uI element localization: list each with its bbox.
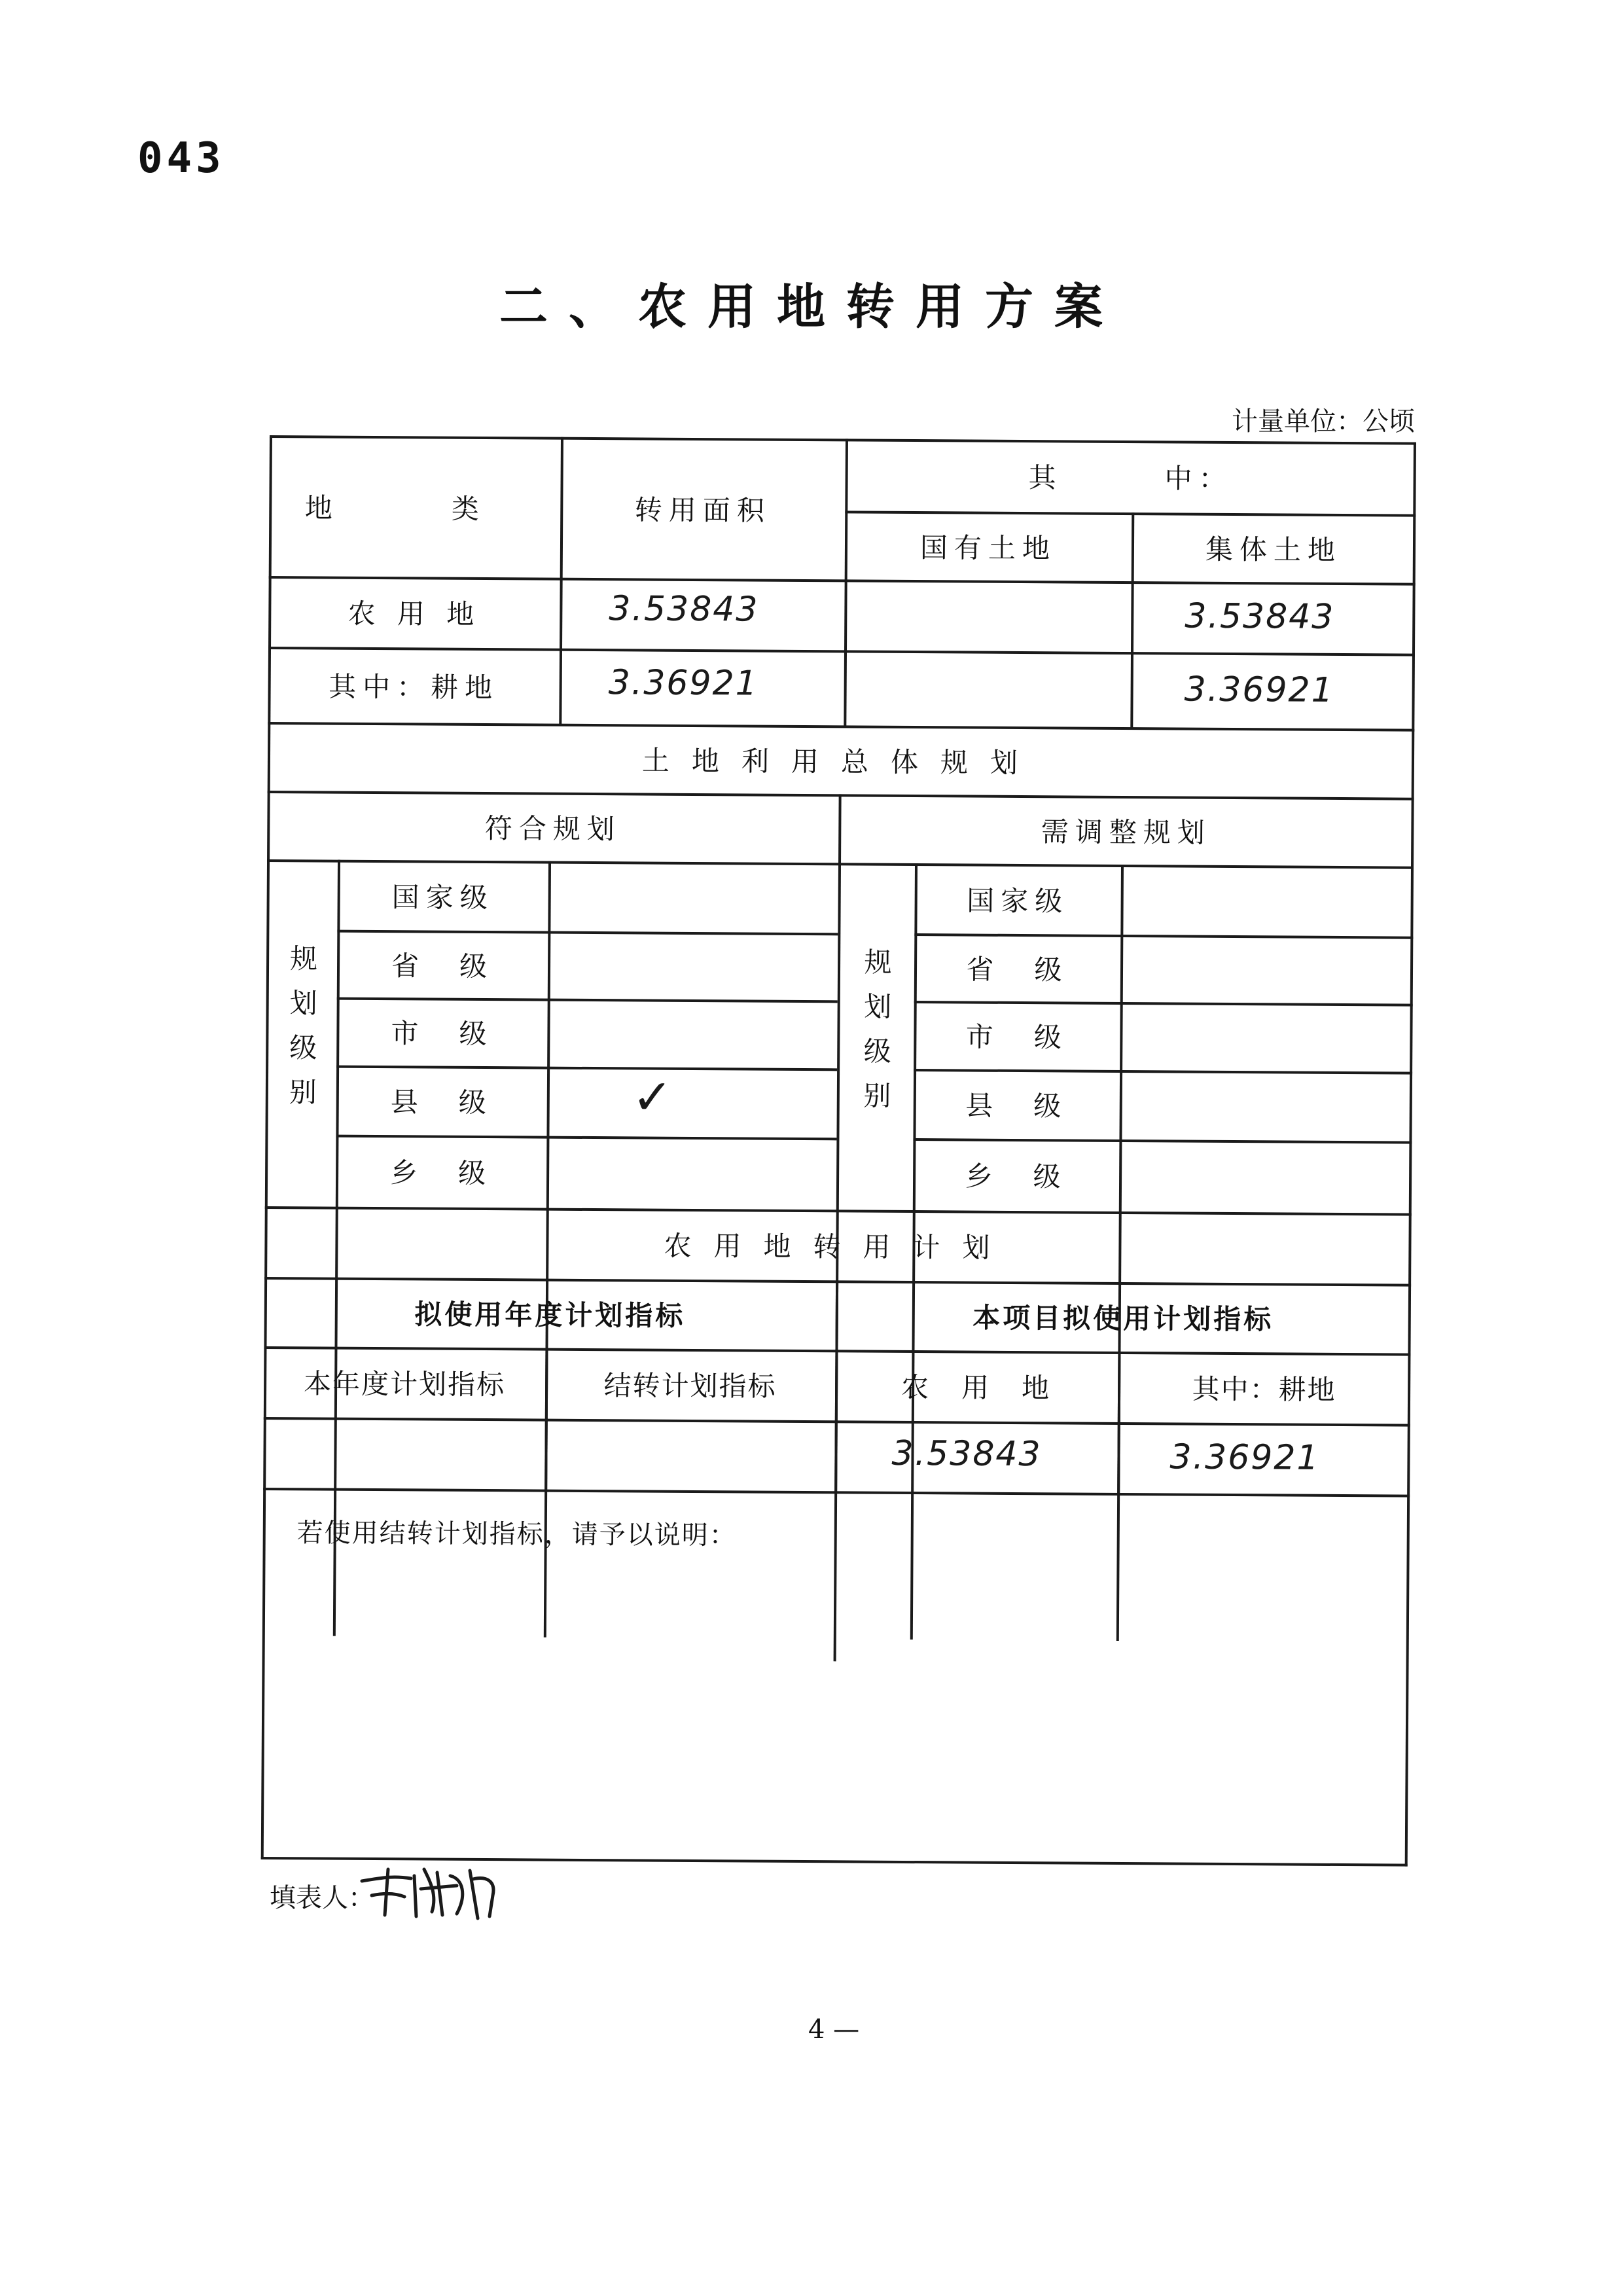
- carryover-quota-value: [544, 1419, 835, 1492]
- conform-level-township: 乡 级: [389, 1157, 493, 1190]
- adjust-level-township: 乡 级: [965, 1160, 1067, 1193]
- conform-plan-level-label: [265, 859, 338, 1207]
- header-conversion-area: 转用面积: [634, 493, 771, 527]
- planned-quota-header: 拟使用年度计划指标: [414, 1298, 686, 1332]
- cultivated-quota-header: 其中：耕地: [1192, 1372, 1336, 1406]
- header-collective: 集体土地: [1205, 533, 1342, 566]
- farmland-quota-value: 3.53843: [891, 1433, 1042, 1475]
- this-year-quota-value: [263, 1417, 545, 1490]
- conform-level-national: 国家级: [391, 880, 494, 914]
- row-farmland-area: 3.53843: [609, 589, 759, 630]
- adjust-plan-level-text: 规划级别: [859, 947, 893, 1126]
- cultivated-quota-value: 3.36921: [1169, 1437, 1320, 1478]
- project-quota-header: 本项目拟使用计划指标: [972, 1301, 1274, 1336]
- archive-page-number: 043: [137, 134, 225, 183]
- row-cultivated-state: [844, 650, 1131, 727]
- page-footer: 4 —: [808, 2015, 860, 2045]
- page-title: 二、农用地转用方案: [499, 279, 1124, 335]
- row-farmland-state: [844, 579, 1132, 652]
- unit-label: 计量单位：公顷: [1232, 406, 1415, 437]
- row-cultivated-collective: 3.36921: [1184, 670, 1334, 710]
- carryover-quota-header: 结转计划指标: [603, 1369, 777, 1403]
- row-farmland-label: 农 用 地: [348, 597, 481, 630]
- check-mark-icon: ✓: [632, 1069, 673, 1126]
- adjust-level-city: 市 级: [965, 1020, 1069, 1054]
- adjust-plan-header: 需调整规划: [1041, 815, 1211, 849]
- header-of-which: 其 中：: [1028, 461, 1233, 495]
- header-land-type: 地 类: [304, 491, 525, 525]
- conform-level-province: 省 级: [391, 949, 494, 982]
- conversion-plan-form: [261, 435, 1416, 1867]
- filler-label: 填表人：: [270, 1883, 374, 1913]
- adjust-level-county: 县 级: [965, 1089, 1068, 1122]
- row-cultivated-area: 3.36921: [608, 663, 758, 704]
- adjust-level-national: 国家级: [967, 884, 1069, 917]
- adjust-plan-level-label: [836, 863, 915, 1210]
- conform-plan-level-text: 规划级别: [285, 944, 319, 1122]
- row-farmland-collective: 3.53843: [1185, 596, 1335, 637]
- conform-level-city: 市 级: [391, 1017, 493, 1050]
- conform-level-county: 县 级: [390, 1086, 493, 1119]
- carryover-note: 若使用结转计划指标，请予以说明：: [296, 1518, 737, 1551]
- handwritten-signature: [359, 1856, 509, 1922]
- conform-plan-header: 符合规划: [484, 812, 621, 845]
- overall-plan-header: 土地利用总体规划: [641, 744, 1041, 779]
- row-cultivated-label: 其中：耕地: [328, 670, 499, 704]
- conversion-plan-header: 农用地转用计划: [664, 1229, 1012, 1264]
- this-year-quota-header: 本年度计划指标: [303, 1367, 506, 1401]
- farmland-quota-header: 农 用 地: [901, 1371, 1052, 1405]
- header-state-owned: 国有土地: [919, 531, 1057, 564]
- adjust-level-province: 省 级: [966, 953, 1069, 986]
